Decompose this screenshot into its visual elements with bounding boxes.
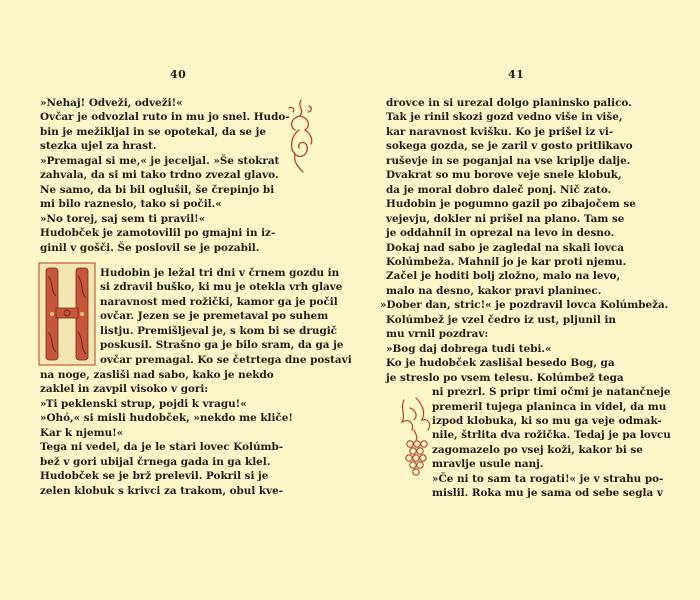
text-line: Kar k njemu!« (40, 426, 124, 439)
text-line: zahvala, da si mi tako trdno zvezal glavo. (40, 169, 279, 182)
left-page-continued-text (40, 368, 300, 498)
text-line: Hudobin je ležal tri dni v črnem gozdu in (100, 267, 340, 279)
text-line: bin je mežikljal in se opotekal, da se je (40, 125, 266, 138)
text-line: zagomazelo po vsej koži, kakor bi se (432, 443, 643, 456)
text-line: mu vrnil pozdrav: (386, 328, 489, 341)
text-line: listju. Premišljeval je, s kom bi se drugič (100, 324, 337, 337)
vine-ornament-icon (281, 96, 317, 174)
text-line: je oddahnil in oprezal na levo in desno. (386, 227, 615, 240)
text-line: Dvakrat so mu borove veje snele klobuk, (386, 169, 622, 182)
left-page-initial-paragraph (100, 266, 352, 367)
text-line: Ovčar je odvozlal ruto in mu jo snel. Hudo- (40, 111, 290, 124)
text-line: »Dober dan, stric!« je pozdravil lovca Kolúmbeža. (380, 299, 669, 312)
text-line: malo na desno, kakor pravi planinec. (386, 284, 602, 297)
dropcap-h-icon (38, 262, 96, 366)
text-line: »Premagal si me,« je jeceljal. »Še stokrat (40, 154, 280, 167)
text-line: ginil v gošči. Še poslovil se je pozabil. (40, 241, 260, 254)
text-line: Dokaj nad sabo je zagledal na skali lovca (386, 241, 624, 254)
right-page-number: 41 (508, 68, 525, 81)
text-line: »Bog daj dobrega tudi tebi.« (386, 342, 552, 355)
left-page-number: 40 (170, 68, 187, 81)
text-line: Hudobček se je brž prelevil. Pokril si je (40, 470, 269, 483)
text-line: na noge, zasliši nad sabo, kako je nekdo (40, 369, 274, 381)
text-line: premeril tujega planinca in videl, da mu (432, 400, 667, 413)
text-line: sokega gozda, se je zaril v gosto pritlikavo (386, 140, 633, 153)
text-line: Kolúmbeža. Mahnil jo je kar proti njemu. (386, 255, 627, 268)
text-line: »Nehaj! Odveži, odveži!« (40, 97, 183, 109)
text-line: mravlje usule nanj. (432, 458, 544, 471)
text-line: bež v gori ubijal črnega gada in ga klel. (40, 455, 271, 468)
text-line: mislil. Roka mu je sama od sebe segla v (432, 487, 663, 500)
text-line: ovčar premagal. Ko se četrtega dne postavi (100, 353, 352, 366)
left-page-top-text (40, 96, 290, 255)
text-line: Začel je hoditi bolj zložno, malo na levo, (386, 270, 621, 283)
grapes-ornament-icon (396, 394, 436, 480)
text-line: naravnost med rožički, kamor ga je počil (100, 295, 338, 308)
text-line: je streslo po vsem telesu. Kolúmbež tega (386, 371, 624, 384)
text-line: vejevju, dokler ni prišel na plano. Tam se (386, 212, 625, 225)
text-line: Kolúmbež je vzel čedro iz ust, pljunil in (386, 313, 616, 326)
text-line: izpod klobuka, ki so mu ga veje odmak- (432, 414, 662, 427)
text-line: drovce in si urezal dolgo planinsko palico. (386, 97, 632, 109)
text-line: poskusil. Strašno ga je bilo sram, da ga je (100, 339, 344, 352)
text-line: »Ohó,« si misli hudobček, »nekdo me kliče! (40, 412, 293, 425)
text-line: zelen klobuk s krivci za trakom, obul kve- (40, 484, 284, 497)
text-line: ovčar. Jezen se je premetaval po suhem (100, 310, 329, 323)
text-line: kar naravnost kvišku. Ko je prišel iz vi- (386, 125, 614, 138)
text-line: da je moral dobro daleč ponj. Nič zato. (386, 183, 612, 196)
text-line: ruševje in se poganjal na vse kriplje dalje. (386, 154, 631, 167)
text-line: si zdravil buško, ki mu je otekla vrh glave (100, 281, 343, 294)
text-line: »Če ni to sam ta rogati!« je v strahu po- (432, 472, 664, 485)
text-line: Ko je hudobček zaslišal besedo Bog, ga (386, 357, 615, 370)
text-line: zaklel in zavpil visoko v gori: (40, 383, 209, 396)
text-line: nile, štrlita dva rožička. Tedaj je pa lovcu (432, 429, 671, 442)
text-line: stezka ujel za hrast. (40, 140, 157, 153)
text-line: Ne samo, da bi bil oglušil, še črepinjo bi (40, 183, 275, 196)
text-line: »No torej, saj sem ti pravil!« (40, 212, 206, 225)
text-line: Tak je rinil skozi gozd vedno više in više, (386, 111, 623, 124)
text-line: Hudobček je zamotovilil po gmajni in iz- (40, 227, 276, 240)
text-line: mi bilo razneslo, tako si počil.« (40, 198, 222, 211)
text-line: Tega ni vedel, da je le stari lovec Kolúmb- (40, 441, 284, 454)
text-line: ni prezrl. S pripr timi očmi je natančneje (432, 386, 671, 399)
text-line: Hudobin je pogumno gazil po zibajočem se (386, 198, 636, 211)
text-line: »Ti peklenski strup, pojdi k vragu!« (40, 397, 247, 410)
